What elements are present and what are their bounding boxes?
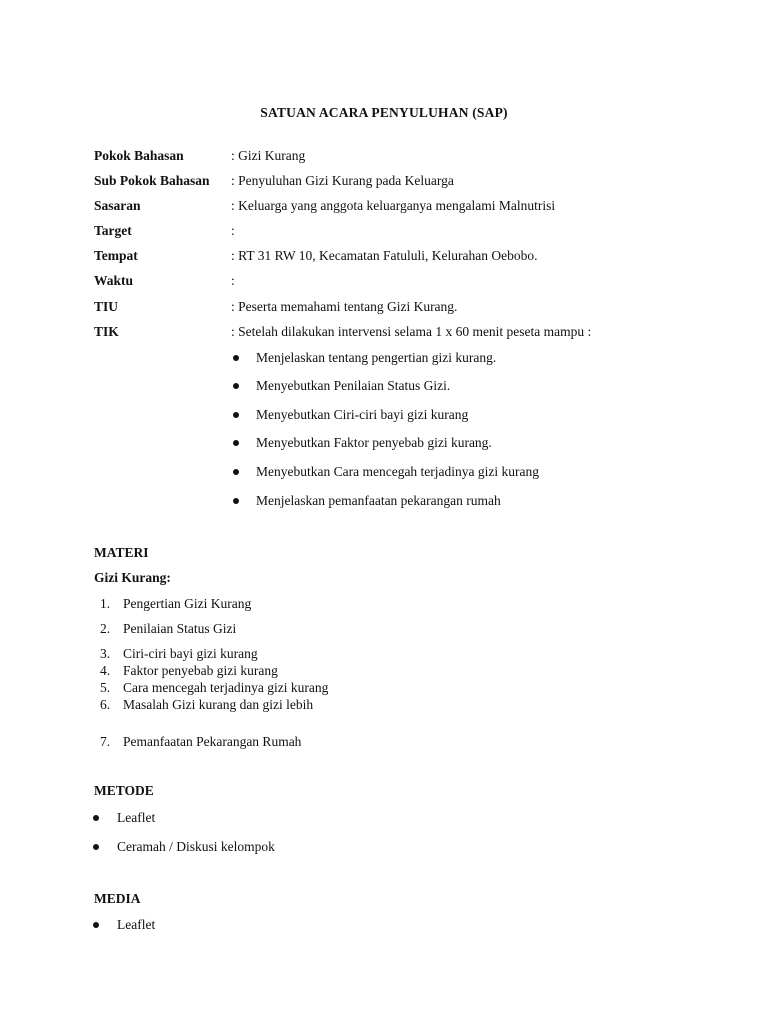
bullet-icon xyxy=(233,412,239,418)
info-label-sasaran: Sasaran xyxy=(94,198,141,213)
info-value-tempat: : RT 31 RW 10, Kecamatan Fatululi, Kelurahan Oebobo. xyxy=(231,248,538,263)
info-label-tik: TIK xyxy=(94,324,119,339)
bullet-icon xyxy=(93,922,99,928)
materi-item: Pengertian Gizi Kurang xyxy=(123,596,252,611)
bullet-icon xyxy=(233,498,239,504)
materi-heading: MATERI xyxy=(94,545,149,560)
tik-item: Menyebutkan Ciri-ciri bayi gizi kurang xyxy=(256,407,469,422)
info-label-target: Target xyxy=(94,223,132,238)
metode-item: Ceramah / Diskusi kelompok xyxy=(117,839,275,854)
materi-item: Masalah Gizi kurang dan gizi lebih xyxy=(123,697,314,712)
info-value-pokok-bahasan: : Gizi Kurang xyxy=(231,148,306,163)
materi-item-number: 7. xyxy=(100,734,111,749)
media-heading: MEDIA xyxy=(94,891,141,906)
materi-item-number: 5. xyxy=(100,680,111,695)
bullet-icon xyxy=(233,355,239,361)
metode-heading: METODE xyxy=(94,783,154,798)
materi-item: Faktor penyebab gizi kurang xyxy=(123,663,278,678)
tik-item: Menyebutkan Penilaian Status Gizi. xyxy=(256,378,451,393)
bullet-icon xyxy=(233,469,239,475)
tik-item: Menjelaskan tentang pengertian gizi kurang. xyxy=(256,350,497,365)
media-item: Leaflet xyxy=(117,917,156,932)
info-label-sub-pokok-bahasan: Sub Pokok Bahasan xyxy=(94,173,210,188)
info-value-tik: : Setelah dilakukan intervensi selama 1 x 60 menit peseta mampu : xyxy=(231,324,592,339)
materi-item-number: 4. xyxy=(100,663,111,678)
tik-item: Menjelaskan pemanfaatan pekarangan rumah xyxy=(256,493,501,508)
info-value-sub-pokok-bahasan: : Penyuluhan Gizi Kurang pada Keluarga xyxy=(231,173,454,188)
info-value-tiu: : Peserta memahami tentang Gizi Kurang. xyxy=(231,299,458,314)
info-value-waktu: : xyxy=(231,273,235,288)
materi-item-number: 1. xyxy=(100,596,111,611)
metode-item: Leaflet xyxy=(117,810,156,825)
materi-item: Ciri-ciri bayi gizi kurang xyxy=(123,646,258,661)
materi-item-number: 6. xyxy=(100,697,111,712)
bullet-icon xyxy=(233,440,239,446)
tik-item: Menyebutkan Cara mencegah terjadinya gizi kurang xyxy=(256,464,540,479)
materi-item-number: 3. xyxy=(100,646,111,661)
bullet-icon xyxy=(233,383,239,389)
bullet-icon xyxy=(93,815,99,821)
materi-item: Penilaian Status Gizi xyxy=(123,621,237,636)
info-value-target: : xyxy=(231,223,235,238)
materi-item: Cara mencegah terjadinya gizi kurang xyxy=(123,680,329,695)
materi-item: Pemanfaatan Pekarangan Rumah xyxy=(123,734,302,749)
info-label-tiu: TIU xyxy=(94,299,119,314)
info-label-tempat: Tempat xyxy=(94,248,138,263)
tik-item: Menyebutkan Faktor penyebab gizi kurang. xyxy=(256,435,492,450)
bullet-icon xyxy=(93,844,99,850)
info-value-sasaran: : Keluarga yang anggota keluarganya mengalami Malnutrisi xyxy=(231,198,556,213)
info-label-waktu: Waktu xyxy=(94,273,134,288)
materi-subheading: Gizi Kurang: xyxy=(94,570,171,585)
info-label-pokok-bahasan: Pokok Bahasan xyxy=(94,148,184,163)
document-title: SATUAN ACARA PENYULUHAN (SAP) xyxy=(260,105,508,120)
materi-item-number: 2. xyxy=(100,621,111,636)
